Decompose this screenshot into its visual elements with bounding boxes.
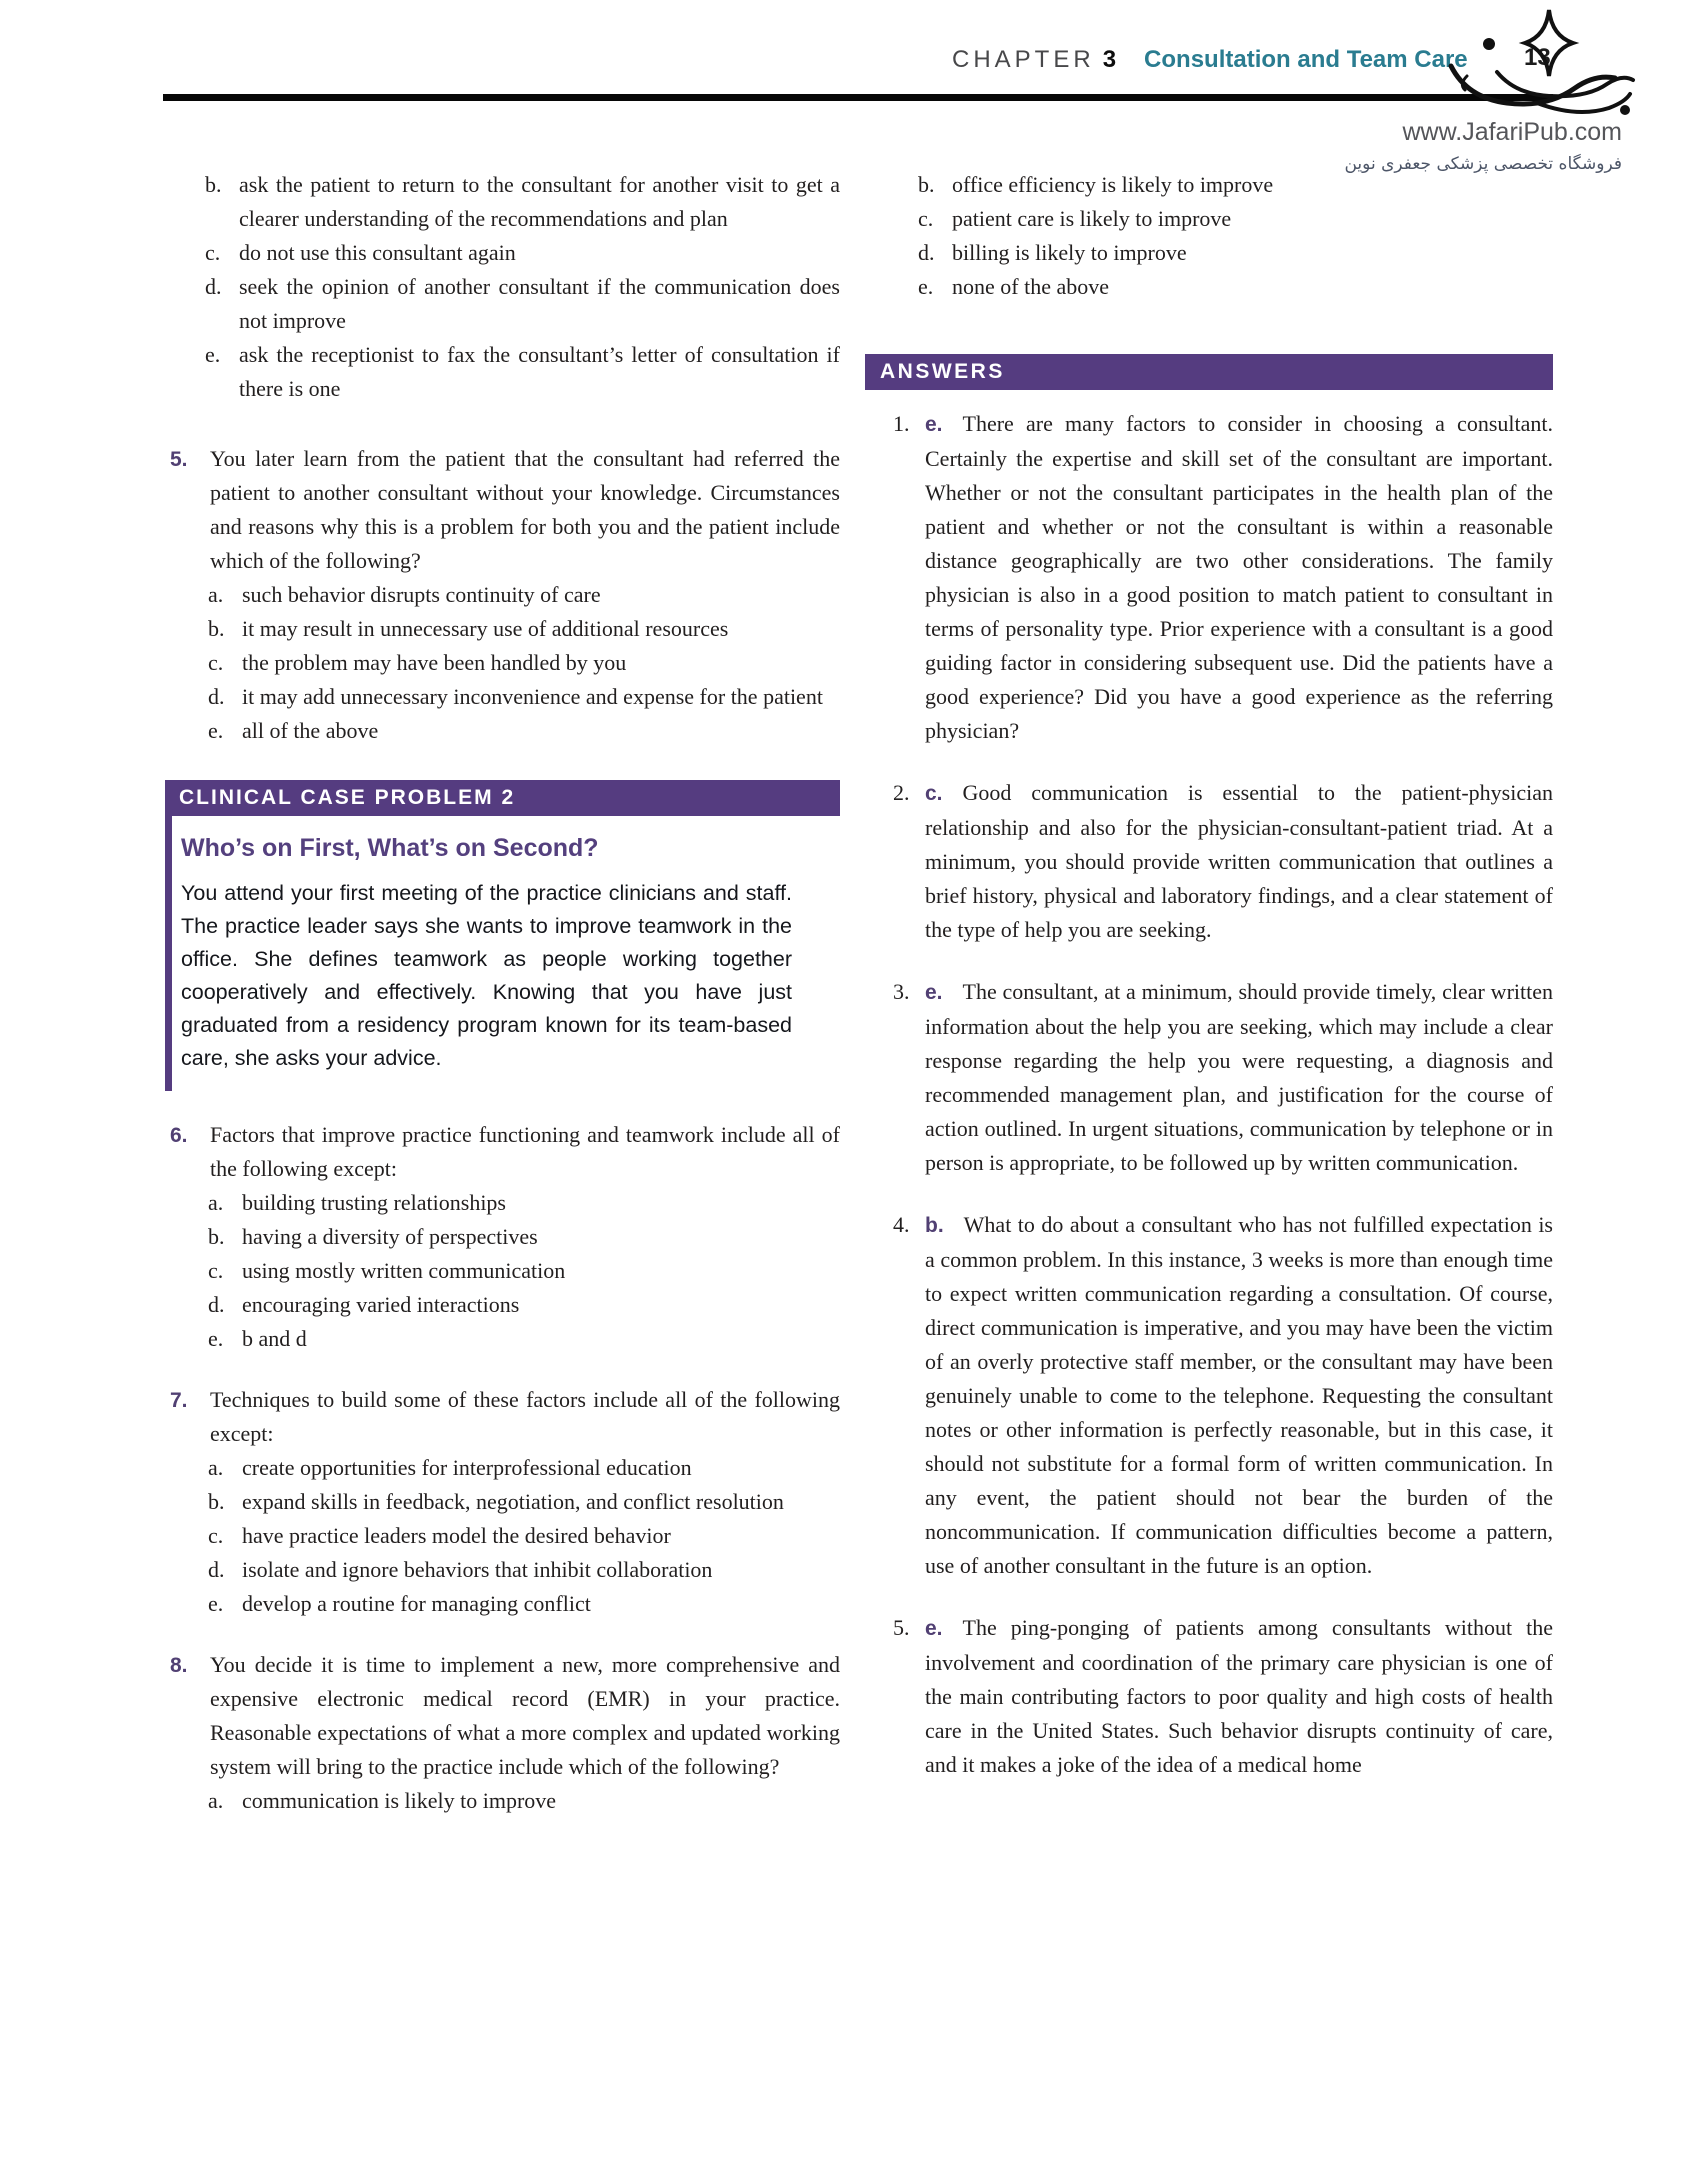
clinical-case-body — [165, 816, 840, 1091]
option-text: communication is likely to improve — [242, 1788, 557, 1813]
option-item — [208, 1784, 840, 1818]
options-list — [208, 1784, 840, 1818]
publisher-tagline: فروشگاه تخصصی پزشکی جعفری نوین — [1344, 154, 1622, 174]
question-text: Factors that improve practice functioning and teamwork include all of the following except: — [210, 1122, 840, 1181]
option-item — [918, 202, 1553, 236]
clinical-case-problem-2 — [165, 780, 840, 1091]
option-letter: a. — [208, 1788, 224, 1813]
options-list — [208, 1186, 840, 1356]
option-letter: e. — [205, 342, 221, 367]
option-letter: d. — [918, 240, 935, 265]
chapter-heading — [952, 46, 1468, 74]
option-item — [208, 1451, 840, 1485]
option-item — [208, 1186, 840, 1220]
answer-text: What to do about a consultant who has not fulfilled expectation is a common problem. In this instance, 3 weeks is more than enough time to expect written communication regarding a consultation. Of course, direct communication is imperative, and you may have been the victim of an overly protective staff member, or the consultant may have been genuinely unable to come to the telephone. Requesting the consultant notes or other information is perfectly reasonable, but in this case, it should not substitute for a formal form of written communication. In any event, the patient should not bear the burden of the noncommunication. If communication difficulties become a pattern, use of another consultant in the future is an option. — [925, 1212, 1553, 1578]
answer-item-4 — [893, 1208, 1553, 1583]
option-letter: c. — [205, 240, 221, 265]
chapter-title: Consultation and Team Care — [1144, 46, 1468, 73]
question-number: 6. — [170, 1124, 188, 1147]
publisher-logo-icon — [1437, 6, 1637, 121]
option-item — [205, 270, 840, 338]
option-item — [208, 1587, 840, 1621]
continued-options-list — [918, 168, 1553, 304]
option-text: such behavior disrupts continuity of care — [242, 582, 601, 607]
question-number: 5. — [170, 448, 188, 471]
question-5 — [165, 442, 840, 748]
header-rule — [163, 94, 1553, 101]
option-letter: e. — [208, 718, 224, 743]
option-text: create opportunities for interprofessional education — [242, 1455, 692, 1480]
option-text: office efficiency is likely to improve — [952, 172, 1274, 197]
option-letter: b. — [918, 172, 935, 197]
answer-item-1 — [893, 407, 1553, 748]
option-item — [208, 646, 840, 680]
answer-letter: e. — [925, 1617, 943, 1640]
option-text: expand skills in feedback, negotiation, and conflict resolution — [242, 1489, 784, 1514]
answer-number: 2. — [893, 780, 910, 805]
option-letter: d. — [205, 274, 222, 299]
option-text: develop a routine for managing conflict — [242, 1591, 591, 1616]
answer-letter: b. — [925, 1214, 944, 1237]
option-item — [208, 714, 840, 748]
option-letter: d. — [208, 684, 225, 709]
answer-item-3 — [893, 975, 1553, 1180]
options-list — [208, 578, 840, 748]
option-text: all of the above — [242, 718, 379, 743]
option-text: ask the receptionist to fax the consultant’s letter of consultation if there is one — [239, 342, 840, 401]
option-letter: e. — [208, 1591, 224, 1616]
option-letter: b. — [208, 1489, 225, 1514]
chapter-number: 3 — [1102, 46, 1117, 73]
question-text: Techniques to build some of these factors include all of the following except: — [210, 1387, 840, 1446]
option-text: isolate and ignore behaviors that inhibit collaboration — [242, 1557, 713, 1582]
chapter-label: CHAPTER — [952, 46, 1095, 73]
question-number: 8. — [170, 1654, 188, 1677]
option-item — [918, 236, 1553, 270]
option-item — [208, 1220, 840, 1254]
option-letter: d. — [208, 1292, 225, 1317]
clinical-case-banner: CLINICAL CASE PROBLEM 2 — [165, 780, 840, 816]
option-letter: c. — [208, 1523, 224, 1548]
option-letter: a. — [208, 582, 224, 607]
option-text: none of the above — [952, 274, 1109, 299]
option-item — [918, 168, 1553, 202]
answer-number: 3. — [893, 979, 910, 1004]
option-text: have practice leaders model the desired behavior — [242, 1523, 671, 1548]
question-text: You later learn from the patient that the consultant had referred the patient to another consultant without your knowledge. Circumstances and reasons why this is a problem for both you and the patient include which of the following? — [210, 446, 840, 573]
option-text: ask the patient to return to the consultant for another visit to get a clearer understanding of the recommendations and plan — [239, 172, 840, 231]
option-text: billing is likely to improve — [952, 240, 1187, 265]
option-text: the problem may have been handled by you — [242, 650, 627, 675]
answer-number: 5. — [893, 1615, 910, 1640]
answer-number: 4. — [893, 1212, 910, 1237]
option-item — [208, 578, 840, 612]
option-letter: e. — [208, 1326, 224, 1351]
answer-item-2 — [893, 776, 1553, 947]
option-letter: c. — [918, 206, 934, 231]
answer-letter: e. — [925, 413, 943, 436]
page-number: 13 — [1524, 44, 1551, 71]
answer-text: Good communication is essential to the patient-physician relationship and also for the physician-consultant-patient triad. At a minimum, you should provide written communication that outlines a brief history, physical and laboratory findings, and a clear statement of the type of help you are seeking. — [925, 780, 1553, 942]
option-item — [208, 1288, 840, 1322]
clinical-case-description: You attend your first meeting of the practice clinicians and staff. The practice leader says she wants to improve teamwork in the office. She defines teamwork as people working together cooperatively and effectively. Knowing that you have just graduated from a residency program known for its team-based care, she asks your advice. — [181, 881, 792, 1070]
option-text: b and d — [242, 1326, 307, 1351]
option-text: encouraging varied interactions — [242, 1292, 520, 1317]
option-item — [208, 1485, 840, 1519]
option-text: patient care is likely to improve — [952, 206, 1232, 231]
option-item — [208, 680, 840, 714]
option-text: do not use this consultant again — [239, 240, 516, 265]
question-8 — [165, 1648, 840, 1818]
answer-number: 1. — [893, 411, 910, 436]
option-text: it may add unnecessary inconvenience and expense for the patient — [242, 684, 823, 709]
clinical-case-title: Who’s on First, What’s on Second? — [181, 834, 599, 862]
option-letter: a. — [208, 1190, 224, 1215]
option-letter: c. — [208, 650, 224, 675]
option-text: it may result in unnecessary use of additional resources — [242, 616, 729, 641]
question-7 — [165, 1383, 840, 1621]
option-item — [208, 612, 840, 646]
option-item — [208, 1322, 840, 1356]
left-column — [165, 168, 840, 1818]
option-item — [205, 338, 840, 406]
option-text: using mostly written communication — [242, 1258, 566, 1283]
option-letter: b. — [208, 1224, 225, 1249]
option-text: having a diversity of perspectives — [242, 1224, 538, 1249]
option-text: seek the opinion of another consultant if the communication does not improve — [239, 274, 840, 333]
option-item — [208, 1553, 840, 1587]
answer-item-5 — [893, 1611, 1553, 1782]
answer-text: The consultant, at a minimum, should provide timely, clear written information about the help you are seeking, which may include a clear response regarding the help you were requesting, a diagnosis and recommended management plan, and justification for the course of action outlined. In urgent situations, communication by telephone or in person is appropriate, to be followed up by written communication. — [925, 979, 1553, 1175]
answer-letter: e. — [925, 981, 943, 1004]
options-list — [208, 1451, 840, 1621]
question-number: 7. — [170, 1389, 188, 1412]
option-letter: a. — [208, 1455, 224, 1480]
answers-banner: ANSWERS — [865, 354, 1553, 390]
option-item — [205, 236, 840, 270]
option-text: building trusting relationships — [242, 1190, 506, 1215]
option-item — [918, 270, 1553, 304]
continued-options-list — [205, 168, 840, 406]
question-text: You decide it is time to implement a new, more comprehensive and expensive electronic medical record (EMR) in your practice. Reasonable expectations of what a more complex and updated working system will bring to the practice include which of the following? — [210, 1652, 840, 1779]
answer-text: The ping-ponging of patients among consultants without the involvement and coordination of the primary care physician is one of the main contributing factors to poor quality and high costs of health care in the United States. Such behavior disrupts continuity of care, and it makes a joke of the idea of a medical home — [925, 1615, 1553, 1777]
answer-text: There are many factors to consider in choosing a consultant. Certainly the expertise and skill set of the consultant are important. Whether or not the consultant participates in the health plan of the patient and whether or not the consultant is within a reasonable distance geographically are two other considerations. The family physician is also in a good position to match patient to consultant in terms of personality type. Prior experience with a consultant is a good guiding factor in considering subsequent use. Did the patients have a good experience? Did you have a good experience as the referring physician? — [925, 411, 1553, 743]
question-6 — [165, 1118, 840, 1356]
answer-letter: c. — [925, 782, 943, 805]
right-column — [865, 168, 1553, 1782]
option-item — [208, 1519, 840, 1553]
option-letter: c. — [208, 1258, 224, 1283]
option-letter: b. — [205, 172, 222, 197]
option-item — [205, 168, 840, 236]
option-letter: d. — [208, 1557, 225, 1582]
publisher-url: www.JafariPub.com — [1402, 118, 1622, 146]
option-letter: b. — [208, 616, 225, 641]
option-letter: e. — [918, 274, 934, 299]
option-item — [208, 1254, 840, 1288]
